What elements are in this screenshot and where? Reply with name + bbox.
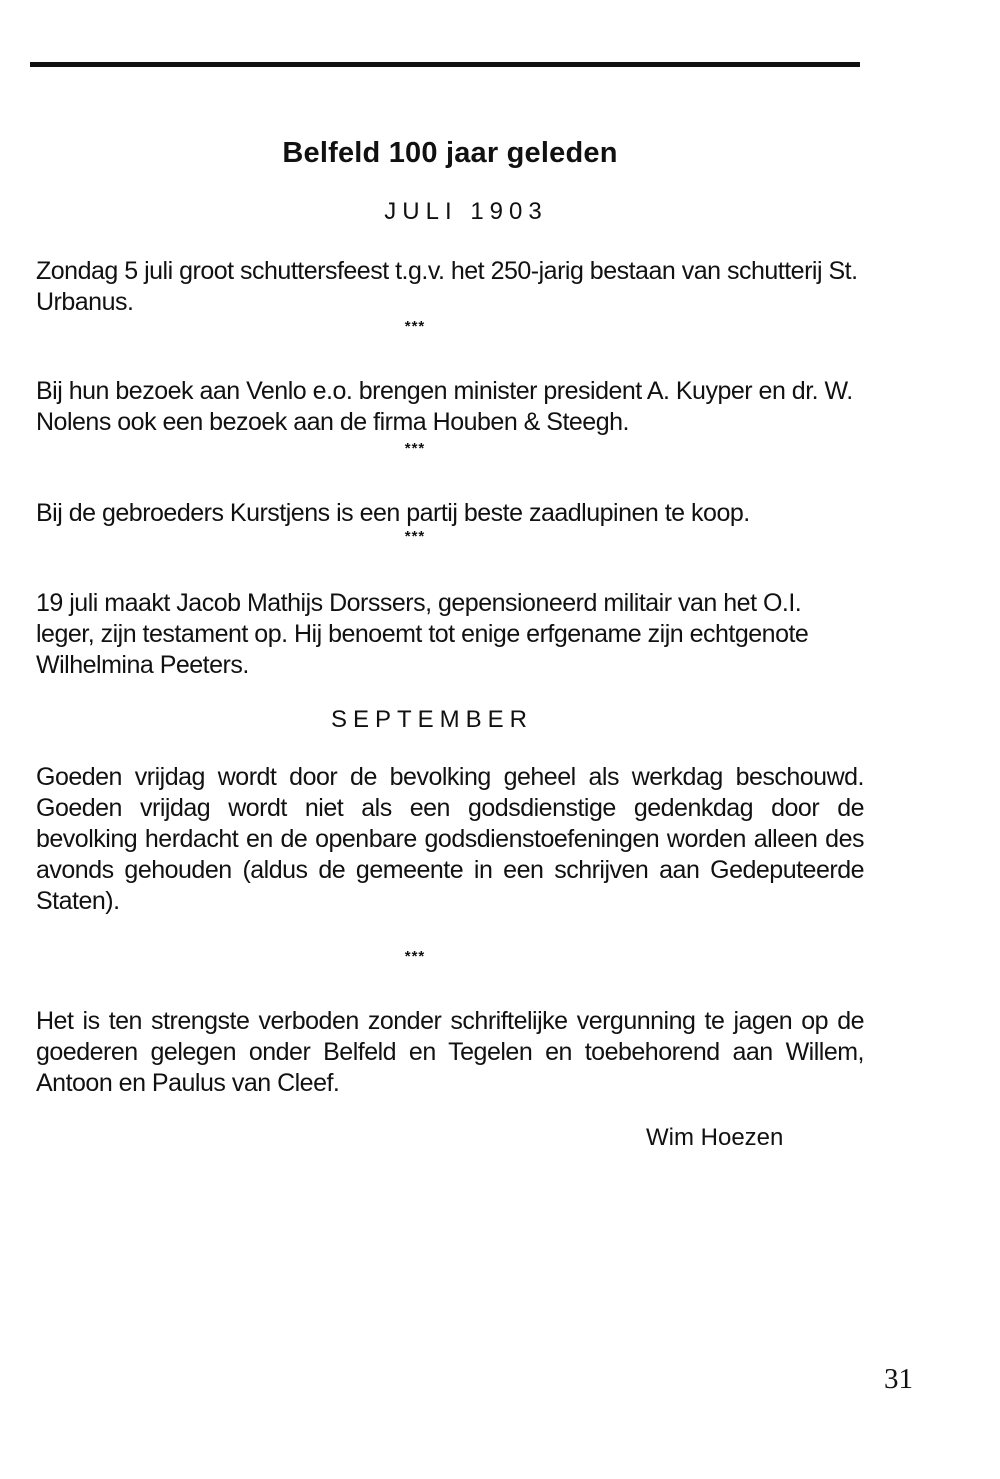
page-title: Belfeld 100 jaar geleden	[282, 137, 618, 170]
separator-2: ***	[404, 440, 426, 457]
author-name: Wim Hoezen	[646, 1124, 784, 1151]
news-item-zaadlupinen: Bij de gebroeders Kurstjens is een partij beste zaadlupinen te koop.	[36, 499, 750, 527]
section-heading-july: JULI 1903	[384, 198, 548, 225]
news-item-goede-vrijdag: Goeden vrijdag wordt door de bevolking geheel als werkdag beschouwd. Goeden vrijdag wordt niet als een godsdienstige gedenkdag door de bevolking herdacht en de openbare godsdienstoefeningen worden alleen des avonds gehouden (aldus de gemeente in een schrijven aan Gedeputeerde Staten).	[36, 763, 864, 915]
separator-1: ***	[404, 318, 426, 335]
separator-4: ***	[404, 948, 426, 965]
separator-3: ***	[404, 528, 426, 545]
page-number: 31	[884, 1363, 913, 1395]
news-item-testament: 19 juli maakt Jacob Mathijs Dorssers, gepensioneerd militair van het O.I. leger, zijn testament op. Hij benoemt tot enige erfgename zijn echtgenote Wilhelmina Peeters.	[36, 589, 809, 679]
news-item-schuttersfeest: Zondag 5 juli groot schuttersfeest t.g.v. het 250-jarig bestaan van schutterij St. Urbanus.	[36, 257, 858, 316]
top-rule	[30, 62, 860, 67]
section-heading-september: SEPTEMBER	[330, 706, 534, 733]
news-item-kuyper-visit: Bij hun bezoek aan Venlo e.o. brengen minister president A. Kuyper en dr. W. Nolens ook een bezoek aan de firma Houben & Steegh.	[36, 377, 853, 436]
news-item-jachtverbod: Het is ten strengste verboden zonder schriftelijke vergunning te jagen op de goederen gelegen onder Belfeld en Tegelen en toebehorend aan Willem, Antoon en Paulus van Cleef.	[36, 1007, 864, 1097]
